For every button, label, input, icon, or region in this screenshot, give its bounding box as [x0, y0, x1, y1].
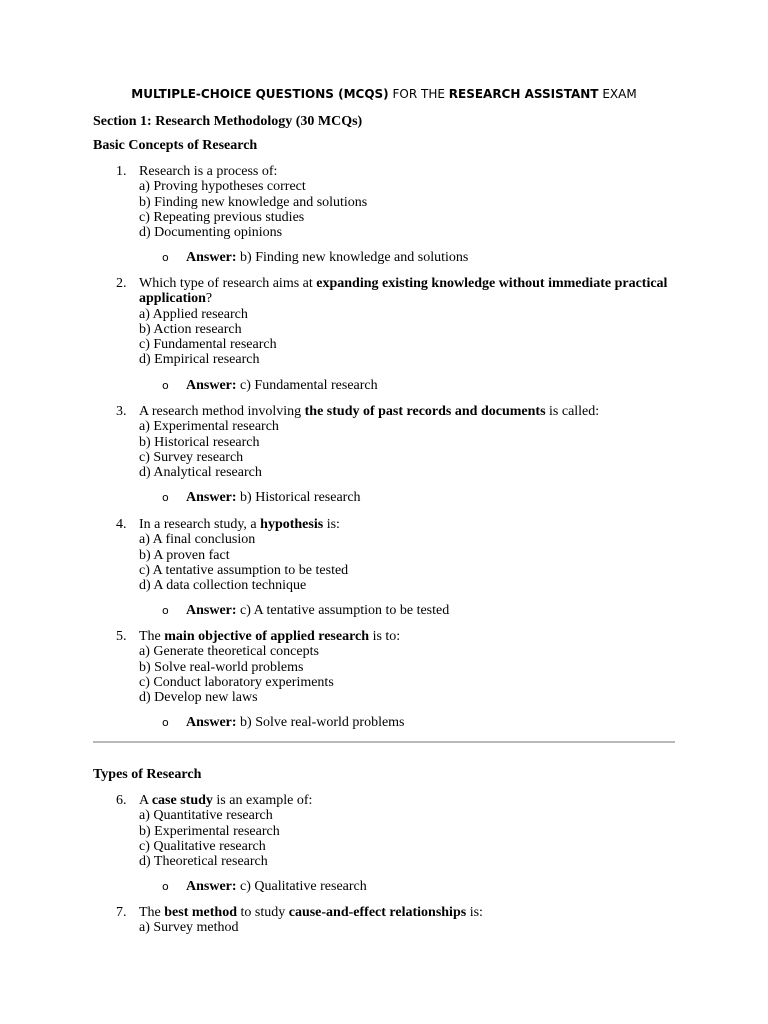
option-d: d) Theoretical research — [139, 854, 268, 870]
option-a: a) Survey method — [139, 920, 239, 936]
question-number: 5. — [116, 629, 127, 644]
section-heading: Section 1: Research Methodology (30 MCQs) — [93, 114, 363, 129]
bullet-icon: o — [162, 604, 169, 617]
option-c: c) Conduct laboratory experiments — [139, 674, 334, 690]
option-b: b) Finding new knowledge and solutions — [139, 194, 368, 210]
option-b: b) Action research — [139, 321, 242, 337]
answer-label: Answer: — [186, 378, 237, 393]
question-stem: Which type of research aims at expanding existing knowledge without immediate practical application? — [139, 276, 668, 307]
option-d: d) Analytical research — [139, 465, 262, 481]
option-a: a) A final conclusion — [139, 532, 256, 548]
option-c: c) Qualitative research — [139, 838, 266, 854]
option-b: b) A proven fact — [139, 547, 230, 563]
question-stem: In a research study, a hypothesis is: — [139, 517, 340, 532]
option-b: b) Experimental research — [139, 823, 280, 839]
option-a: a) Quantitative research — [139, 808, 273, 824]
option-d: d) Develop new laws — [139, 690, 258, 706]
title-part-exam: EXAM — [598, 87, 637, 101]
question-number: 2. — [116, 276, 127, 291]
question-stem: The main objective of applied research is to: — [139, 629, 401, 644]
question-number: 4. — [116, 517, 127, 532]
option-a: a) Proving hypotheses correct — [139, 179, 306, 195]
bullet-icon: o — [162, 880, 169, 893]
answer-text: b) Finding new knowledge and solutions — [236, 250, 469, 265]
question-stem: A research method involving the study of past records and documents is called: — [139, 404, 600, 419]
answer-label: Answer: — [186, 879, 237, 894]
option-b: b) Historical research — [139, 434, 260, 450]
subsection-heading-basic-concepts: Basic Concepts of Research — [93, 138, 258, 153]
answer-text: b) Solve real-world problems — [236, 715, 405, 730]
title-part-research-assistant: RESEARCH ASSISTANT — [448, 87, 599, 101]
answer-label: Answer: — [186, 603, 237, 618]
horizontal-divider — [93, 741, 675, 743]
question-number: 1. — [116, 164, 127, 179]
option-d: d) Empirical research — [139, 352, 260, 368]
bullet-icon: o — [162, 716, 169, 729]
question-stem: A case study is an example of: — [139, 793, 313, 808]
answer-label: Answer: — [186, 715, 237, 730]
option-c: c) Fundamental research — [139, 337, 277, 353]
question-stem: The best method to study cause-and-effect relationships is: — [139, 905, 483, 920]
answer-text: c) Qualitative research — [236, 879, 367, 894]
question-number: 3. — [116, 404, 127, 419]
option-d: d) A data collection technique — [139, 578, 307, 594]
option-a: a) Generate theoretical concepts — [139, 644, 319, 660]
option-c: c) A tentative assumption to be tested — [139, 562, 349, 578]
option-d: d) Documenting opinions — [139, 225, 283, 241]
question-stem: Research is a process of: — [139, 164, 278, 179]
option-a: a) Applied research — [139, 306, 248, 322]
title-part-for-the: FOR THE — [388, 87, 449, 101]
bullet-icon: o — [162, 491, 169, 504]
answer-label: Answer: — [186, 490, 237, 505]
answer-text: b) Historical research — [236, 490, 361, 505]
question-number: 6. — [116, 793, 127, 808]
bullet-icon: o — [162, 379, 169, 392]
page-title — [0, 87, 768, 101]
answer-label: Answer: — [186, 250, 237, 265]
option-c: c) Survey research — [139, 449, 244, 465]
subsection-heading-types: Types of Research — [93, 767, 202, 782]
answer-text: c) A tentative assumption to be tested — [236, 603, 450, 618]
option-a: a) Experimental research — [139, 419, 279, 435]
title-part-mcqs: MULTIPLE-CHOICE QUESTIONS (MCQS) — [131, 87, 389, 101]
bullet-icon: o — [162, 251, 169, 264]
option-c: c) Repeating previous studies — [139, 209, 305, 225]
question-number: 7. — [116, 905, 127, 920]
answer-text: c) Fundamental research — [236, 378, 378, 393]
option-b: b) Solve real-world problems — [139, 659, 304, 675]
